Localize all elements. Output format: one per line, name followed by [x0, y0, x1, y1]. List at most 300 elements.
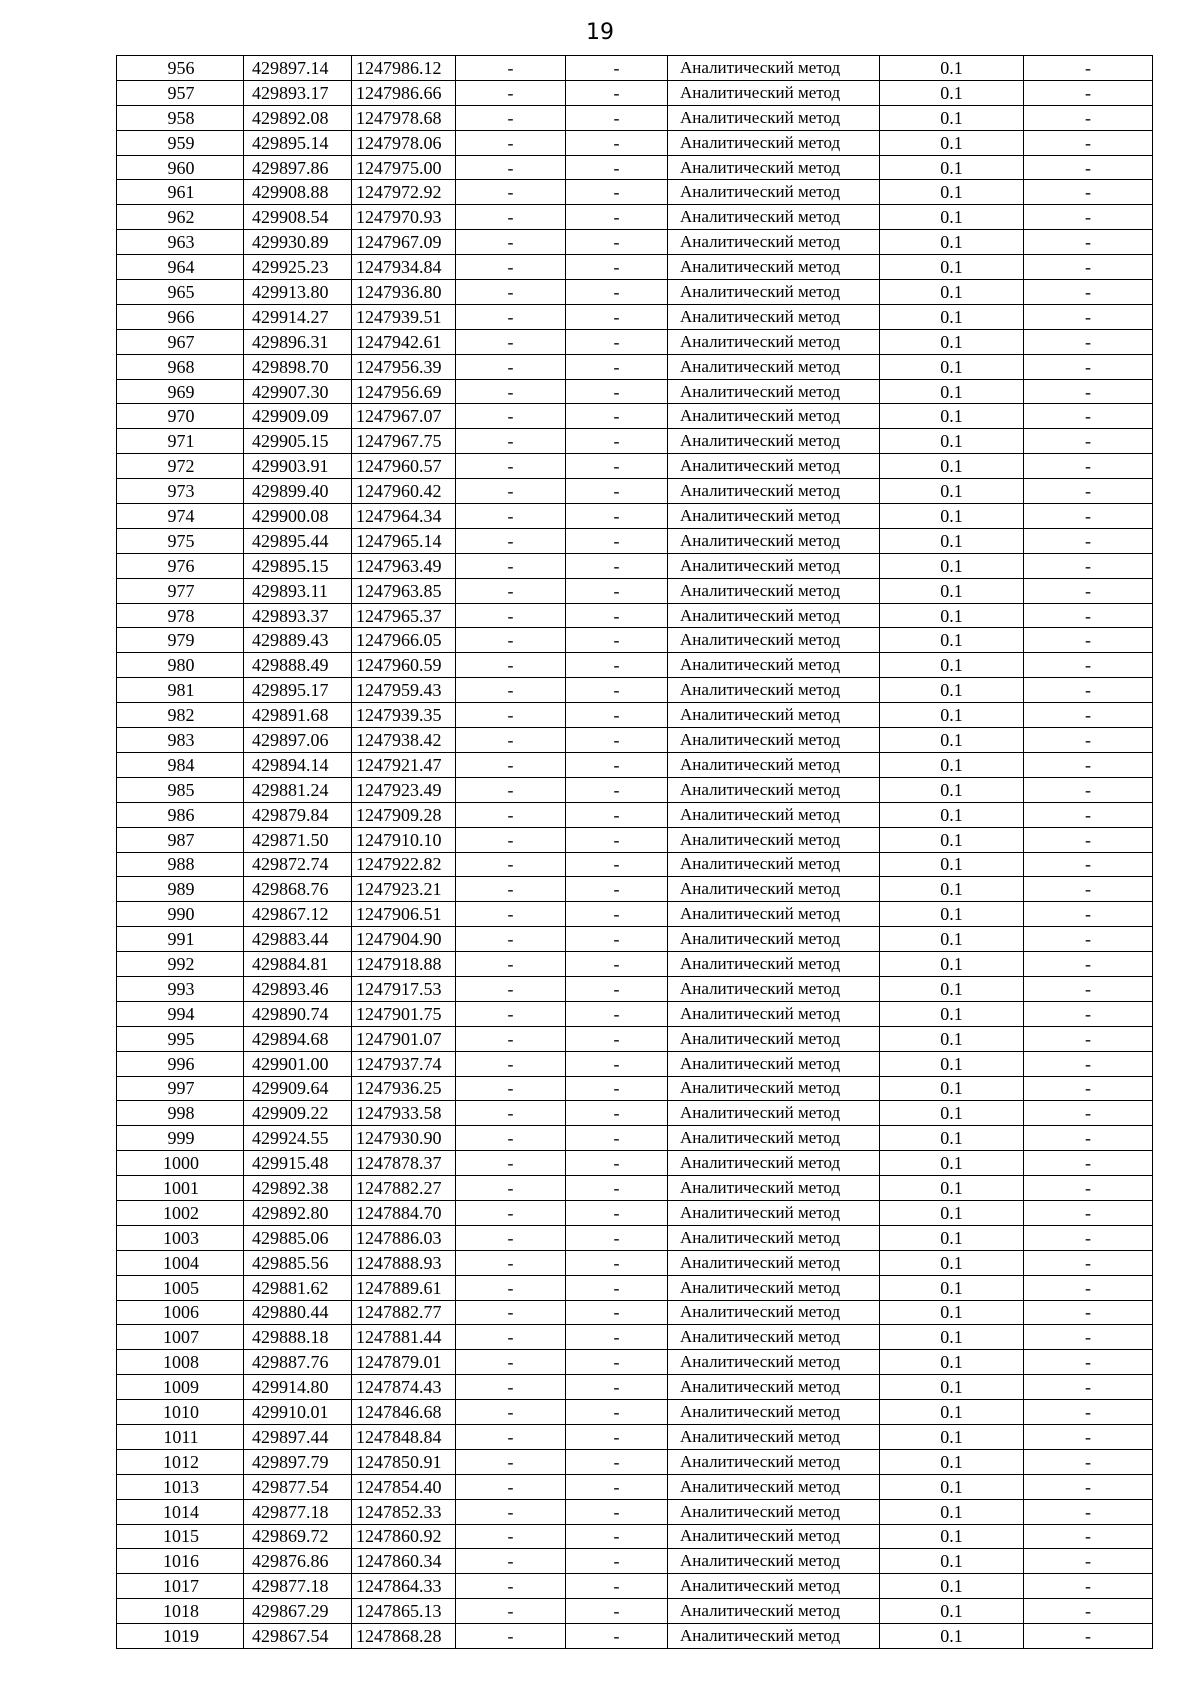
x-coordinate-cell: 429914.80 [244, 1375, 352, 1400]
table-row [117, 553, 1153, 578]
y-coordinate-cell: 1247963.85 [352, 578, 456, 603]
table-row [117, 1200, 1153, 1225]
table-row [117, 255, 1153, 280]
y-coordinate-cell: 1247956.69 [352, 379, 456, 404]
accuracy-cell: 0.1 [880, 952, 1024, 977]
x-coordinate-cell: 429909.09 [244, 404, 352, 429]
accuracy-cell: 0.1 [880, 379, 1024, 404]
x-coordinate-cell: 429900.08 [244, 504, 352, 529]
point-number-cell: 971 [117, 429, 244, 454]
empty-value-cell: - [1024, 528, 1153, 553]
accuracy-cell: 0.1 [880, 304, 1024, 329]
empty-value-cell: - [566, 578, 668, 603]
empty-value-cell: - [456, 1325, 566, 1350]
table-row [117, 454, 1153, 479]
accuracy-cell: 0.1 [880, 180, 1024, 205]
x-coordinate-cell: 429867.12 [244, 902, 352, 927]
empty-value-cell: - [1024, 802, 1153, 827]
method-cell: Аналитический метод [668, 1051, 880, 1076]
point-number-cell: 976 [117, 553, 244, 578]
empty-value-cell: - [566, 1424, 668, 1449]
table-row [117, 304, 1153, 329]
empty-value-cell: - [1024, 1449, 1153, 1474]
empty-value-cell: - [456, 1624, 566, 1649]
accuracy-cell: 0.1 [880, 827, 1024, 852]
x-coordinate-cell: 429897.86 [244, 155, 352, 180]
empty-value-cell: - [1024, 1225, 1153, 1250]
accuracy-cell: 0.1 [880, 1275, 1024, 1300]
empty-value-cell: - [566, 1449, 668, 1474]
point-number-cell: 997 [117, 1076, 244, 1101]
y-coordinate-cell: 1247889.61 [352, 1275, 456, 1300]
table-row [117, 528, 1153, 553]
method-cell: Аналитический метод [668, 1325, 880, 1350]
empty-value-cell: - [566, 1599, 668, 1624]
empty-value-cell: - [566, 329, 668, 354]
point-number-cell: 1009 [117, 1375, 244, 1400]
accuracy-cell: 0.1 [880, 852, 1024, 877]
method-cell: Аналитический метод [668, 1176, 880, 1201]
empty-value-cell: - [566, 603, 668, 628]
point-number-cell: 999 [117, 1126, 244, 1151]
table-row [117, 703, 1153, 728]
empty-value-cell: - [456, 952, 566, 977]
method-cell: Аналитический метод [668, 479, 880, 504]
empty-value-cell: - [566, 802, 668, 827]
empty-value-cell: - [566, 80, 668, 105]
x-coordinate-cell: 429905.15 [244, 429, 352, 454]
point-number-cell: 995 [117, 1026, 244, 1051]
method-cell: Аналитический метод [668, 429, 880, 454]
empty-value-cell: - [566, 1524, 668, 1549]
y-coordinate-cell: 1247986.66 [352, 80, 456, 105]
y-coordinate-cell: 1247959.43 [352, 678, 456, 703]
accuracy-cell: 0.1 [880, 603, 1024, 628]
y-coordinate-cell: 1247852.33 [352, 1499, 456, 1524]
x-coordinate-cell: 429908.88 [244, 180, 352, 205]
empty-value-cell: - [1024, 429, 1153, 454]
point-number-cell: 970 [117, 404, 244, 429]
empty-value-cell: - [1024, 1599, 1153, 1624]
point-number-cell: 1017 [117, 1574, 244, 1599]
empty-value-cell: - [566, 1051, 668, 1076]
point-number-cell: 1011 [117, 1424, 244, 1449]
method-cell: Аналитический метод [668, 1400, 880, 1425]
point-number-cell: 979 [117, 628, 244, 653]
empty-value-cell: - [1024, 1325, 1153, 1350]
method-cell: Аналитический метод [668, 1549, 880, 1574]
x-coordinate-cell: 429887.76 [244, 1350, 352, 1375]
empty-value-cell: - [566, 504, 668, 529]
method-cell: Аналитический метод [668, 1001, 880, 1026]
method-cell: Аналитический метод [668, 304, 880, 329]
empty-value-cell: - [1024, 280, 1153, 305]
empty-value-cell: - [566, 1549, 668, 1574]
empty-value-cell: - [456, 1176, 566, 1201]
y-coordinate-cell: 1247909.28 [352, 802, 456, 827]
x-coordinate-cell: 429899.40 [244, 479, 352, 504]
table-row [117, 1449, 1153, 1474]
empty-value-cell: - [566, 1076, 668, 1101]
point-number-cell: 1005 [117, 1275, 244, 1300]
x-coordinate-cell: 429883.44 [244, 927, 352, 952]
x-coordinate-cell: 429884.81 [244, 952, 352, 977]
empty-value-cell: - [1024, 1001, 1153, 1026]
accuracy-cell: 0.1 [880, 1076, 1024, 1101]
empty-value-cell: - [1024, 1474, 1153, 1499]
accuracy-cell: 0.1 [880, 1424, 1024, 1449]
accuracy-cell: 0.1 [880, 1449, 1024, 1474]
empty-value-cell: - [456, 728, 566, 753]
table-row [117, 852, 1153, 877]
point-number-cell: 983 [117, 728, 244, 753]
method-cell: Аналитический метод [668, 1474, 880, 1499]
y-coordinate-cell: 1247917.53 [352, 976, 456, 1001]
point-number-cell: 1007 [117, 1325, 244, 1350]
empty-value-cell: - [456, 1076, 566, 1101]
method-cell: Аналитический метод [668, 1375, 880, 1400]
method-cell: Аналитический метод [668, 678, 880, 703]
accuracy-cell: 0.1 [880, 1474, 1024, 1499]
x-coordinate-cell: 429924.55 [244, 1126, 352, 1151]
x-coordinate-cell: 429893.37 [244, 603, 352, 628]
point-number-cell: 964 [117, 255, 244, 280]
accuracy-cell: 0.1 [880, 454, 1024, 479]
empty-value-cell: - [456, 802, 566, 827]
x-coordinate-cell: 429903.91 [244, 454, 352, 479]
empty-value-cell: - [1024, 1250, 1153, 1275]
y-coordinate-cell: 1247901.07 [352, 1026, 456, 1051]
empty-value-cell: - [566, 105, 668, 130]
empty-value-cell: - [566, 927, 668, 952]
accuracy-cell: 0.1 [880, 1375, 1024, 1400]
method-cell: Аналитический метод [668, 329, 880, 354]
point-number-cell: 956 [117, 56, 244, 81]
point-number-cell: 990 [117, 902, 244, 927]
accuracy-cell: 0.1 [880, 1325, 1024, 1350]
y-coordinate-cell: 1247922.82 [352, 852, 456, 877]
accuracy-cell: 0.1 [880, 1624, 1024, 1649]
table-row [117, 230, 1153, 255]
method-cell: Аналитический метод [668, 528, 880, 553]
point-number-cell: 963 [117, 230, 244, 255]
table-row [117, 1524, 1153, 1549]
y-coordinate-cell: 1247939.51 [352, 304, 456, 329]
empty-value-cell: - [456, 504, 566, 529]
empty-value-cell: - [1024, 205, 1153, 230]
point-number-cell: 1013 [117, 1474, 244, 1499]
method-cell: Аналитический метод [668, 1275, 880, 1300]
point-number-cell: 1012 [117, 1449, 244, 1474]
method-cell: Аналитический метод [668, 802, 880, 827]
y-coordinate-cell: 1247930.90 [352, 1126, 456, 1151]
y-coordinate-cell: 1247921.47 [352, 752, 456, 777]
empty-value-cell: - [566, 1101, 668, 1126]
table-row [117, 952, 1153, 977]
point-number-cell: 992 [117, 952, 244, 977]
table-row [117, 105, 1153, 130]
empty-value-cell: - [566, 1474, 668, 1499]
point-number-cell: 984 [117, 752, 244, 777]
empty-value-cell: - [1024, 329, 1153, 354]
x-coordinate-cell: 429888.18 [244, 1325, 352, 1350]
accuracy-cell: 0.1 [880, 329, 1024, 354]
y-coordinate-cell: 1247936.25 [352, 1076, 456, 1101]
method-cell: Аналитический метод [668, 703, 880, 728]
empty-value-cell: - [456, 105, 566, 130]
x-coordinate-cell: 429895.14 [244, 130, 352, 155]
x-coordinate-cell: 429876.86 [244, 1549, 352, 1574]
empty-value-cell: - [566, 1176, 668, 1201]
empty-value-cell: - [456, 1200, 566, 1225]
empty-value-cell: - [566, 1126, 668, 1151]
empty-value-cell: - [1024, 479, 1153, 504]
empty-value-cell: - [1024, 454, 1153, 479]
empty-value-cell: - [566, 1026, 668, 1051]
empty-value-cell: - [1024, 1300, 1153, 1325]
table-row [117, 329, 1153, 354]
table-row [117, 1624, 1153, 1649]
empty-value-cell: - [1024, 230, 1153, 255]
y-coordinate-cell: 1247986.12 [352, 56, 456, 81]
method-cell: Аналитический метод [668, 1126, 880, 1151]
point-number-cell: 981 [117, 678, 244, 703]
point-number-cell: 1000 [117, 1151, 244, 1176]
x-coordinate-cell: 429885.56 [244, 1250, 352, 1275]
empty-value-cell: - [456, 1375, 566, 1400]
table-row [117, 752, 1153, 777]
table-row [117, 1474, 1153, 1499]
method-cell: Аналитический метод [668, 354, 880, 379]
empty-value-cell: - [456, 1225, 566, 1250]
y-coordinate-cell: 1247918.88 [352, 952, 456, 977]
point-number-cell: 975 [117, 528, 244, 553]
table-row [117, 155, 1153, 180]
method-cell: Аналитический метод [668, 280, 880, 305]
point-number-cell: 1015 [117, 1524, 244, 1549]
accuracy-cell: 0.1 [880, 1499, 1024, 1524]
y-coordinate-cell: 1247960.42 [352, 479, 456, 504]
empty-value-cell: - [566, 155, 668, 180]
x-coordinate-cell: 429895.44 [244, 528, 352, 553]
method-cell: Аналитический метод [668, 1300, 880, 1325]
empty-value-cell: - [566, 379, 668, 404]
empty-value-cell: - [1024, 952, 1153, 977]
empty-value-cell: - [566, 553, 668, 578]
empty-value-cell: - [456, 205, 566, 230]
empty-value-cell: - [456, 927, 566, 952]
empty-value-cell: - [456, 1300, 566, 1325]
empty-value-cell: - [456, 1126, 566, 1151]
method-cell: Аналитический метод [668, 130, 880, 155]
empty-value-cell: - [1024, 1151, 1153, 1176]
method-cell: Аналитический метод [668, 1424, 880, 1449]
x-coordinate-cell: 429880.44 [244, 1300, 352, 1325]
empty-value-cell: - [456, 280, 566, 305]
x-coordinate-cell: 429892.08 [244, 105, 352, 130]
empty-value-cell: - [566, 354, 668, 379]
y-coordinate-cell: 1247886.03 [352, 1225, 456, 1250]
empty-value-cell: - [456, 752, 566, 777]
point-number-cell: 978 [117, 603, 244, 628]
empty-value-cell: - [1024, 927, 1153, 952]
table-row [117, 927, 1153, 952]
accuracy-cell: 0.1 [880, 255, 1024, 280]
point-number-cell: 988 [117, 852, 244, 877]
method-cell: Аналитический метод [668, 454, 880, 479]
point-number-cell: 1002 [117, 1200, 244, 1225]
y-coordinate-cell: 1247934.84 [352, 255, 456, 280]
empty-value-cell: - [456, 603, 566, 628]
x-coordinate-cell: 429915.48 [244, 1151, 352, 1176]
point-number-cell: 966 [117, 304, 244, 329]
point-number-cell: 965 [117, 280, 244, 305]
y-coordinate-cell: 1247881.44 [352, 1325, 456, 1350]
empty-value-cell: - [566, 429, 668, 454]
y-coordinate-cell: 1247906.51 [352, 902, 456, 927]
empty-value-cell: - [1024, 902, 1153, 927]
empty-value-cell: - [566, 1275, 668, 1300]
empty-value-cell: - [1024, 1176, 1153, 1201]
x-coordinate-cell: 429913.80 [244, 280, 352, 305]
accuracy-cell: 0.1 [880, 1549, 1024, 1574]
x-coordinate-cell: 429901.00 [244, 1051, 352, 1076]
accuracy-cell: 0.1 [880, 1001, 1024, 1026]
empty-value-cell: - [1024, 703, 1153, 728]
empty-value-cell: - [566, 1574, 668, 1599]
y-coordinate-cell: 1247967.75 [352, 429, 456, 454]
x-coordinate-cell: 429892.38 [244, 1176, 352, 1201]
method-cell: Аналитический метод [668, 155, 880, 180]
empty-value-cell: - [1024, 1574, 1153, 1599]
point-number-cell: 1018 [117, 1599, 244, 1624]
empty-value-cell: - [456, 877, 566, 902]
y-coordinate-cell: 1247970.93 [352, 205, 456, 230]
x-coordinate-cell: 429909.64 [244, 1076, 352, 1101]
table-row [117, 1549, 1153, 1574]
empty-value-cell: - [1024, 1076, 1153, 1101]
empty-value-cell: - [456, 553, 566, 578]
method-cell: Аналитический метод [668, 976, 880, 1001]
method-cell: Аналитический метод [668, 80, 880, 105]
table-row [117, 1225, 1153, 1250]
empty-value-cell: - [1024, 80, 1153, 105]
table-row [117, 504, 1153, 529]
empty-value-cell: - [1024, 1051, 1153, 1076]
empty-value-cell: - [456, 155, 566, 180]
point-number-cell: 1016 [117, 1549, 244, 1574]
x-coordinate-cell: 429877.18 [244, 1499, 352, 1524]
table-row [117, 180, 1153, 205]
method-cell: Аналитический метод [668, 1449, 880, 1474]
table-row [117, 877, 1153, 902]
method-cell: Аналитический метод [668, 1250, 880, 1275]
x-coordinate-cell: 429907.30 [244, 379, 352, 404]
empty-value-cell: - [566, 205, 668, 230]
accuracy-cell: 0.1 [880, 354, 1024, 379]
accuracy-cell: 0.1 [880, 1574, 1024, 1599]
x-coordinate-cell: 429890.74 [244, 1001, 352, 1026]
y-coordinate-cell: 1247860.92 [352, 1524, 456, 1549]
accuracy-cell: 0.1 [880, 653, 1024, 678]
point-number-cell: 991 [117, 927, 244, 952]
accuracy-cell: 0.1 [880, 56, 1024, 81]
empty-value-cell: - [1024, 180, 1153, 205]
y-coordinate-cell: 1247967.07 [352, 404, 456, 429]
empty-value-cell: - [566, 777, 668, 802]
x-coordinate-cell: 429871.50 [244, 827, 352, 852]
accuracy-cell: 0.1 [880, 1200, 1024, 1225]
empty-value-cell: - [1024, 1524, 1153, 1549]
coordinates-table [116, 55, 1153, 1649]
empty-value-cell: - [1024, 1126, 1153, 1151]
x-coordinate-cell: 429893.46 [244, 976, 352, 1001]
accuracy-cell: 0.1 [880, 105, 1024, 130]
empty-value-cell: - [1024, 130, 1153, 155]
point-number-cell: 973 [117, 479, 244, 504]
empty-value-cell: - [1024, 1026, 1153, 1051]
empty-value-cell: - [456, 56, 566, 81]
accuracy-cell: 0.1 [880, 1176, 1024, 1201]
method-cell: Аналитический метод [668, 902, 880, 927]
accuracy-cell: 0.1 [880, 728, 1024, 753]
empty-value-cell: - [456, 653, 566, 678]
table-row [117, 404, 1153, 429]
empty-value-cell: - [456, 255, 566, 280]
y-coordinate-cell: 1247960.57 [352, 454, 456, 479]
empty-value-cell: - [566, 827, 668, 852]
empty-value-cell: - [456, 1574, 566, 1599]
accuracy-cell: 0.1 [880, 80, 1024, 105]
accuracy-cell: 0.1 [880, 205, 1024, 230]
point-number-cell: 1019 [117, 1624, 244, 1649]
method-cell: Аналитический метод [668, 1574, 880, 1599]
method-cell: Аналитический метод [668, 230, 880, 255]
y-coordinate-cell: 1247960.59 [352, 653, 456, 678]
empty-value-cell: - [456, 1250, 566, 1275]
empty-value-cell: - [566, 902, 668, 927]
accuracy-cell: 0.1 [880, 678, 1024, 703]
point-number-cell: 1014 [117, 1499, 244, 1524]
x-coordinate-cell: 429930.89 [244, 230, 352, 255]
table-row [117, 1375, 1153, 1400]
empty-value-cell: - [456, 1051, 566, 1076]
x-coordinate-cell: 429885.06 [244, 1225, 352, 1250]
y-coordinate-cell: 1247868.28 [352, 1624, 456, 1649]
x-coordinate-cell: 429892.80 [244, 1200, 352, 1225]
table-row [117, 578, 1153, 603]
empty-value-cell: - [456, 1424, 566, 1449]
empty-value-cell: - [456, 578, 566, 603]
x-coordinate-cell: 429893.11 [244, 578, 352, 603]
table-row [117, 1300, 1153, 1325]
table-row [117, 902, 1153, 927]
empty-value-cell: - [566, 1250, 668, 1275]
accuracy-cell: 0.1 [880, 1151, 1024, 1176]
point-number-cell: 957 [117, 80, 244, 105]
method-cell: Аналитический метод [668, 927, 880, 952]
method-cell: Аналитический метод [668, 1350, 880, 1375]
empty-value-cell: - [1024, 379, 1153, 404]
x-coordinate-cell: 429877.18 [244, 1574, 352, 1599]
y-coordinate-cell: 1247923.21 [352, 877, 456, 902]
method-cell: Аналитический метод [668, 180, 880, 205]
table-row [117, 379, 1153, 404]
x-coordinate-cell: 429925.23 [244, 255, 352, 280]
empty-value-cell: - [1024, 976, 1153, 1001]
page-number: 19 [586, 20, 614, 45]
table-row [117, 56, 1153, 81]
